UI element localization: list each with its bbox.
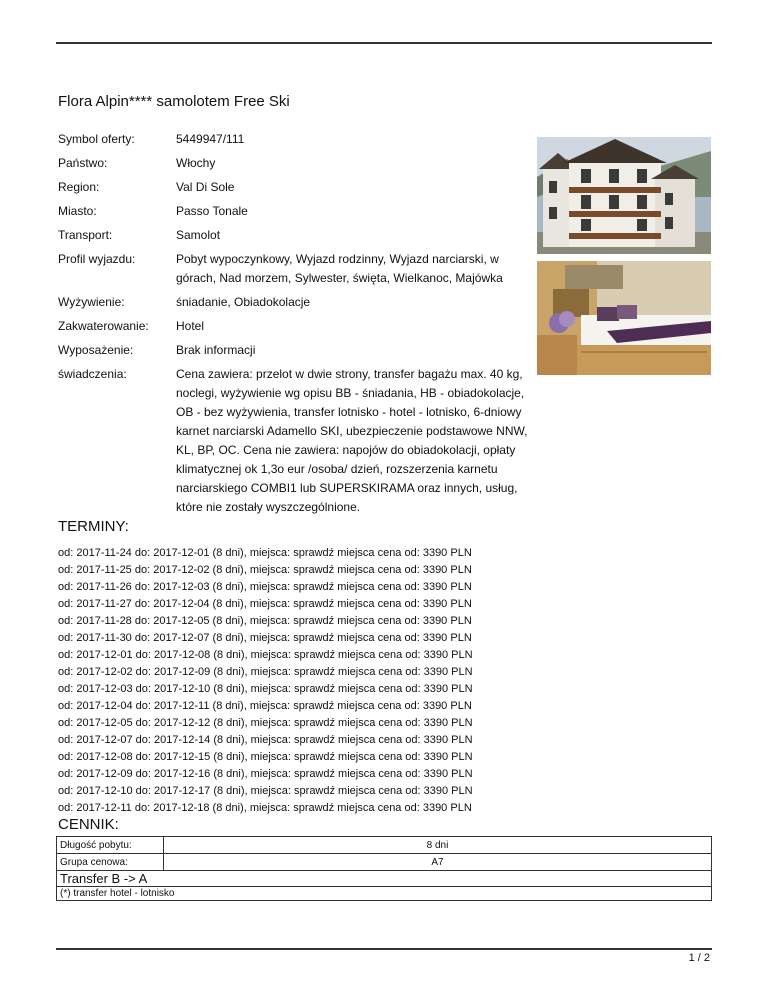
detail-value: Val Di Sole xyxy=(176,180,235,194)
detail-value: Hotel xyxy=(176,319,205,333)
cennik-value: A7 xyxy=(164,854,712,871)
term-item: od: 2017-12-02 do: 2017-12-09 (8 dni), miejsca: sprawdź miejsca cena od: 3390 PLN xyxy=(58,666,473,678)
term-item: od: 2017-11-25 do: 2017-12-02 (8 dni), miejsca: sprawdź miejsca cena od: 3390 PLN xyxy=(58,564,472,576)
hotel-room-photo xyxy=(537,261,711,375)
detail-label: Wyposażenie: xyxy=(58,343,134,357)
detail-value: 5449947/111 xyxy=(176,132,245,146)
detail-row xyxy=(58,250,528,288)
cennik-heading: CENNIK: xyxy=(58,816,119,833)
detail-value: Pobyt wypoczynkowy, Wyjazd rodzinny, Wyjazd narciarski, w górach, Nad morzem, Sylwester, święta, Wielkanoc, Majówka xyxy=(176,252,503,285)
offer-title: Flora Alpin**** samolotem Free Ski xyxy=(58,93,290,110)
term-item: od: 2017-12-01 do: 2017-12-08 (8 dni), miejsca: sprawdź miejsca cena od: 3390 PLN xyxy=(58,649,473,661)
detail-row xyxy=(58,365,528,517)
transfer-note-row xyxy=(57,887,712,901)
detail-label: Miasto: xyxy=(58,204,97,218)
detail-label: Państwo: xyxy=(58,156,108,170)
term-item: od: 2017-11-28 do: 2017-12-05 (8 dni), miejsca: sprawdź miejsca cena od: 3390 PLN xyxy=(58,615,472,627)
detail-label: Profil wyjazdu: xyxy=(58,252,136,266)
terminy-heading: TERMINY: xyxy=(58,518,129,535)
term-item: od: 2017-11-26 do: 2017-12-03 (8 dni), miejsca: sprawdź miejsca cena od: 3390 PLN xyxy=(58,581,472,593)
detail-label: świadczenia: xyxy=(58,367,127,381)
detail-row xyxy=(58,317,528,336)
detail-value: śniadanie, Obiadokolacje xyxy=(176,295,311,309)
terminy-list xyxy=(58,545,473,817)
detail-row xyxy=(58,202,528,221)
detail-label: Symbol oferty: xyxy=(58,132,135,146)
detail-label: Wyżywienie: xyxy=(58,295,125,309)
term-item: od: 2017-12-04 do: 2017-12-11 (8 dni), miejsca: sprawdź miejsca cena od: 3390 PLN xyxy=(58,700,472,712)
bottom-rule xyxy=(56,948,712,950)
transfer-heading: Transfer B -> A xyxy=(57,871,712,887)
detail-row xyxy=(58,293,528,312)
detail-row xyxy=(58,178,528,197)
cennik-row xyxy=(57,854,712,871)
term-item: od: 2017-12-05 do: 2017-12-12 (8 dni), miejsca: sprawdź miejsca cena od: 3390 PLN xyxy=(58,717,473,729)
detail-row xyxy=(58,226,528,245)
cennik-table xyxy=(56,836,712,901)
term-item: od: 2017-11-27 do: 2017-12-04 (8 dni), miejsca: sprawdź miejsca cena od: 3390 PLN xyxy=(58,598,472,610)
detail-label: Zakwaterowanie: xyxy=(58,319,149,333)
detail-row xyxy=(58,154,528,173)
detail-label: Transport: xyxy=(58,228,113,242)
offer-details-table xyxy=(58,130,528,522)
page-number: 1 / 2 xyxy=(688,952,710,964)
top-rule xyxy=(56,42,712,44)
term-item: od: 2017-12-09 do: 2017-12-16 (8 dni), miejsca: sprawdź miejsca cena od: 3390 PLN xyxy=(58,768,473,780)
transfer-row xyxy=(57,871,712,887)
term-item: od: 2017-11-30 do: 2017-12-07 (8 dni), miejsca: sprawdź miejsca cena od: 3390 PLN xyxy=(58,632,472,644)
detail-label: Region: xyxy=(58,180,100,194)
term-item: od: 2017-11-24 do: 2017-12-01 (8 dni), miejsca: sprawdź miejsca cena od: 3390 PLN xyxy=(58,547,472,559)
term-item: od: 2017-12-10 do: 2017-12-17 (8 dni), miejsca: sprawdź miejsca cena od: 3390 PLN xyxy=(58,785,473,797)
term-item: od: 2017-12-11 do: 2017-12-18 (8 dni), miejsca: sprawdź miejsca cena od: 3390 PLN xyxy=(58,802,472,814)
term-item: od: 2017-12-07 do: 2017-12-14 (8 dni), miejsca: sprawdź miejsca cena od: 3390 PLN xyxy=(58,734,473,746)
cennik-row xyxy=(57,837,712,854)
cennik-label: Długość pobytu: xyxy=(57,837,164,854)
cennik-value: 8 dni xyxy=(164,837,712,854)
hotel-building-photo xyxy=(537,137,711,254)
term-item: od: 2017-12-08 do: 2017-12-15 (8 dni), miejsca: sprawdź miejsca cena od: 3390 PLN xyxy=(58,751,473,763)
detail-value: Brak informacji xyxy=(176,343,256,357)
detail-value: Cena zawiera: przelot w dwie strony, transfer bagażu max. 40 kg, noclegi, wyżywienie wg opisu BB - śniadania, HB - obiadokolacje, OB - bez wyżywienia, transfer lotnisko - hotel - lotnisko, 6-dniowy karnet narciarski Adamello SKI, ubezpieczenie podstawowe NNW, KL, BP, OC. Cena nie zawiera: napojów do obiadokolacji, opłaty klimatycznej ok 1,3o eur /osoba/ dzień, rozszerzenia karnetu narciarskiego COMBI1 lub SUPERSKIRAMA oraz innych, usług, które nie zostały wyszczególnione. xyxy=(176,367,528,514)
detail-value: Włochy xyxy=(176,156,216,170)
detail-value: Passo Tonale xyxy=(176,204,248,218)
transfer-note: (*) transfer hotel - lotnisko xyxy=(57,887,712,901)
term-item: od: 2017-12-03 do: 2017-12-10 (8 dni), miejsca: sprawdź miejsca cena od: 3390 PLN xyxy=(58,683,473,695)
hotel-photos xyxy=(537,137,711,380)
detail-row xyxy=(58,341,528,360)
cennik-label: Grupa cenowa: xyxy=(57,854,164,871)
detail-value: Samolot xyxy=(176,228,221,242)
detail-row xyxy=(58,130,528,149)
